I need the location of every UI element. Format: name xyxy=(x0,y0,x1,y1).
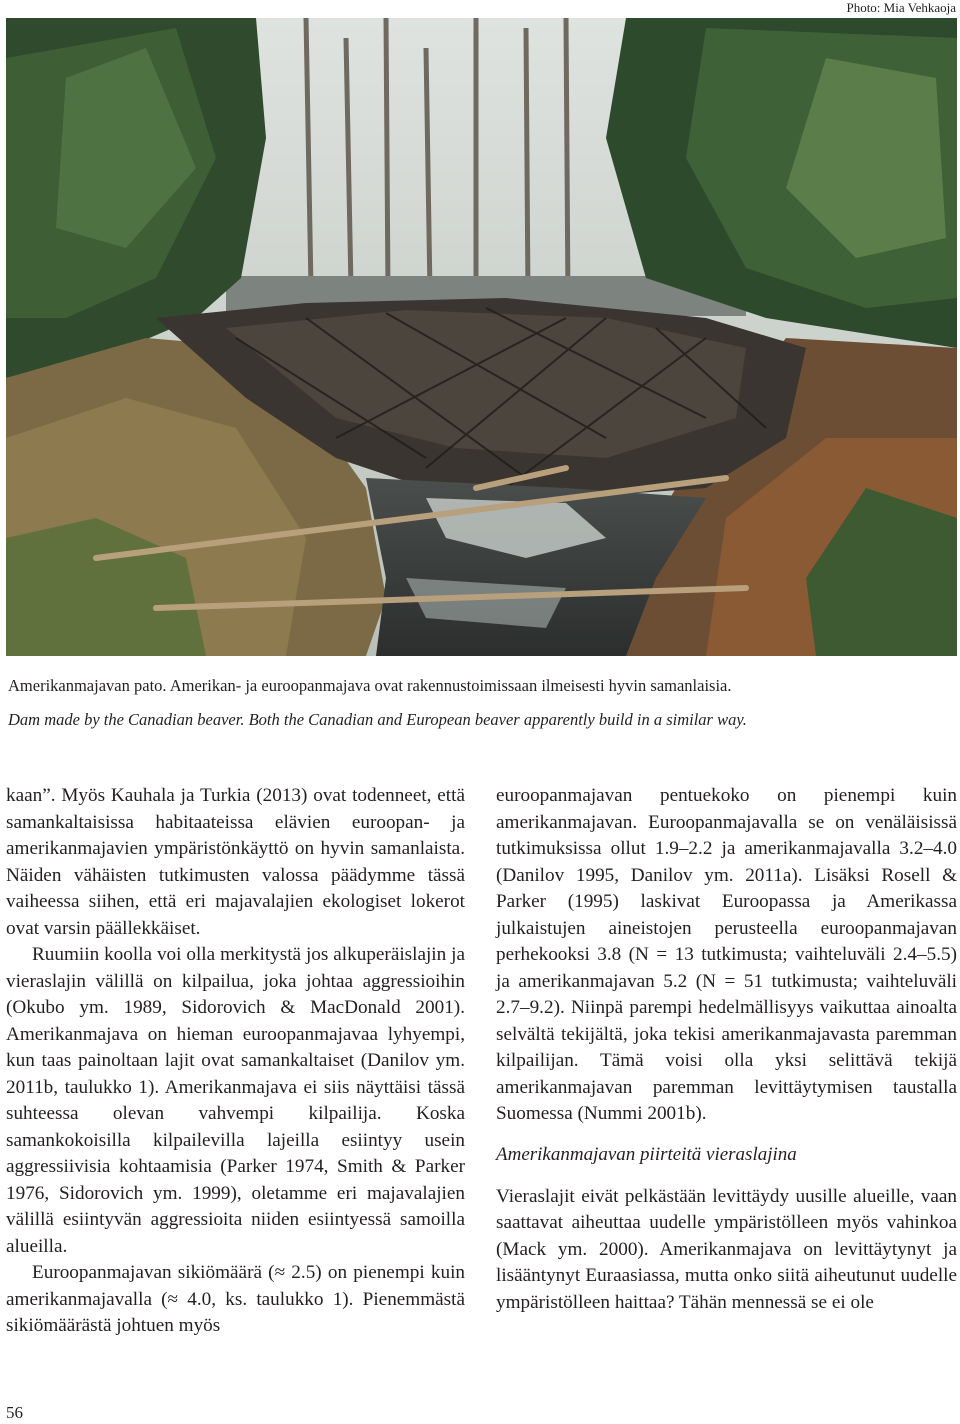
photo-credit: Photo: Mia Vehkaoja xyxy=(846,0,956,15)
paragraph: Vieraslajit eivät pelkästään levittäydy uusille alueille, vaan saattavat aiheuttaa uudelle ympäristölleen myös vahinkoa (Mack ym. 2000). Amerikanmajava on levittäytynyt ja lisääntynyt Euraasiassa, mutta onko siitä aiheutunut uudelle ympäristölleen haittaa? Tähän mennessä se ei ole xyxy=(496,1185,957,1313)
paragraph: Ruumiin koolla voi olla merkitystä jos alkuperäislajin ja vieraslajin välillä on kilpailua, joka johtaa aggressioihin (Okubo ym. 1989, Sidorovich & MacDonald 2001). Amerikanmajava on hieman euroopanmajavaa lyhyempi, kun taas painoltaan lajit ovat samankaltaiset (Danilov ym. 2011b, taulukko 1). Amerikanmajava ei siis näyttäisi tässä suhteessa olevan vahvempi kilpailija. Koska samankokoisilla kilpailevilla lajeilla esiintyy usein aggressiivisia kohtaamisia (Parker 1974, Smith & Parker 1976, Sidorovich ym. 1999), oletamme eri majavalajien välillä esiintyvän aggressioita niiden esiintyessä samoilla alueilla. xyxy=(6,944,465,1257)
paragraph: euroopanmajavan pentuekoko on pienempi kuin amerikanmajavan. Euroopanmajavalla se on venäläisissä tutkimuksissa ollut 1.9–2.2 ja amerikanmajavalla 3.2–4.0 (Danilov 1995, Danilov ym. 2011a). Lisäksi Rosell & Parker (1995) laskivat Euroopassa ja Amerikassa julkaistujen aineistojen perusteella euroopanmajavan perhekooksi 3.8 (N = 13 tutkimusta; vaihteluväli 2.4–5.5) ja amerikanmajavan 5.2 (N = 51 tutkimusta; vaihteluväli 2.7–9.2). Niinpä parempi hedelmällisyys vaikuttaa ainoalta selvältä tekijältä, joka tekisi amerikanmajavasta paremman kilpailijan. Tämä voisi olla yksi selittävä tekijä amerikanmajavan paremman levittäytymisen taustalla Suomessa (Nummi 2001b). xyxy=(496,785,957,1124)
section-heading: Amerikanmajavan piirteitä vieraslajina xyxy=(496,1143,797,1165)
page-number: 56 xyxy=(6,1403,23,1422)
paragraph: Euroopanmajavan sikiömäärä (≈ 2.5) on pienempi kuin amerikanmajavalla (≈ 4.0, ks. taulukko 1). Pienemmästä sikiömäärästä johtuen myös xyxy=(6,1262,465,1336)
beaver-dam-photo xyxy=(6,18,957,656)
figure-caption-fi: Amerikanmajavan pato. Amerikan- ja euroopanmajava ovat rakennustoimissaan ilmeisesti hyvin samanlaisia. xyxy=(8,676,732,695)
figure-caption-en: Dam made by the Canadian beaver. Both the Canadian and European beaver apparently build in a similar way. xyxy=(8,710,747,729)
left-column xyxy=(6,783,465,1340)
right-column xyxy=(496,783,957,1316)
paragraph: kaan”. Myös Kauhala ja Turkia (2013) ovat todenneet, että samankaltaisissa habitaateissa elävien euroopan- ja amerikanmajavien ympäristönkäyttö on hyvin samanlaista. Näiden vähäisten tutkimusten valossa päädymme tässä vaiheessa siihen, että eri majavalajien ekologiset lokerot ovat varsin päällekkäiset. xyxy=(6,785,465,939)
